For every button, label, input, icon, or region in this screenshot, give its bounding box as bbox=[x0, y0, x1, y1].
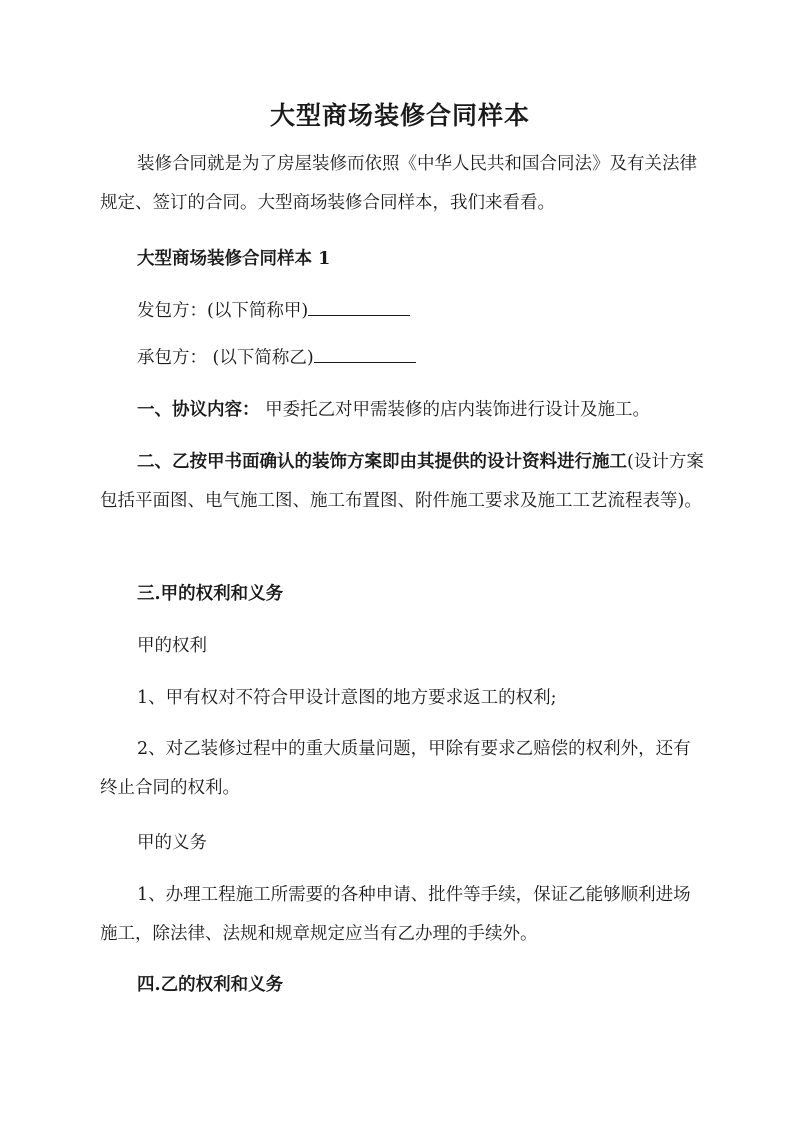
clause-2-heading: 二、乙按甲书面确认的装饰方案即由其提供的设计资料进行施工 bbox=[137, 452, 627, 472]
clause-1-heading: 一、协议内容： bbox=[137, 400, 260, 420]
party-b-line bbox=[137, 339, 743, 378]
clause-2 bbox=[100, 443, 706, 521]
clause-3-heading: 三.甲的权利和义务 bbox=[137, 584, 284, 604]
duties-item-1: 1、办理工程施工所需要的各种申请、批件等手续，保证乙能够顺利进场施工，除法律、法规和规章规定应当有乙办理的手续外。 bbox=[100, 885, 691, 944]
clause-4-heading: 四.乙的权利和义务 bbox=[137, 975, 284, 995]
clause-2-text: (设计方案包括平面图、电气施工图、施工布置图、附件施工要求及施工工艺流程表等)。 bbox=[100, 452, 704, 511]
clause-1-text: 甲委托乙对甲需装修的店内装饰进行设计及施工。 bbox=[259, 400, 651, 420]
party-a-blank bbox=[308, 297, 410, 316]
party-a-line bbox=[137, 292, 743, 331]
party-b-blank bbox=[314, 344, 416, 363]
party-a-label: 发包方：(以下简称甲) bbox=[137, 301, 309, 321]
rights-item-1: 1、甲有权对不符合甲设计意图的地方要求返工的权利; bbox=[137, 688, 557, 708]
party-b-label: 承包方： (以下简称乙) bbox=[137, 348, 314, 368]
duties-heading: 甲的义务 bbox=[137, 833, 207, 853]
sample-heading: 大型商场装修合同样本 1 bbox=[137, 249, 331, 269]
intro-paragraph: 装修合同就是为了房屋装修而依照《中华人民共和国合同法》及有关法律规定、签订的合同。大型商场装修合同样本，我们来看看。 bbox=[100, 154, 697, 213]
rights-item-2: 2、对乙装修过程中的重大质量问题，甲除有要求乙赔偿的权利外，还有终止合同的权利。 bbox=[100, 739, 691, 798]
clause-1 bbox=[137, 391, 743, 430]
document-title: 大型商场装修合同样本 bbox=[269, 101, 530, 130]
rights-heading: 甲的权利 bbox=[137, 636, 207, 656]
